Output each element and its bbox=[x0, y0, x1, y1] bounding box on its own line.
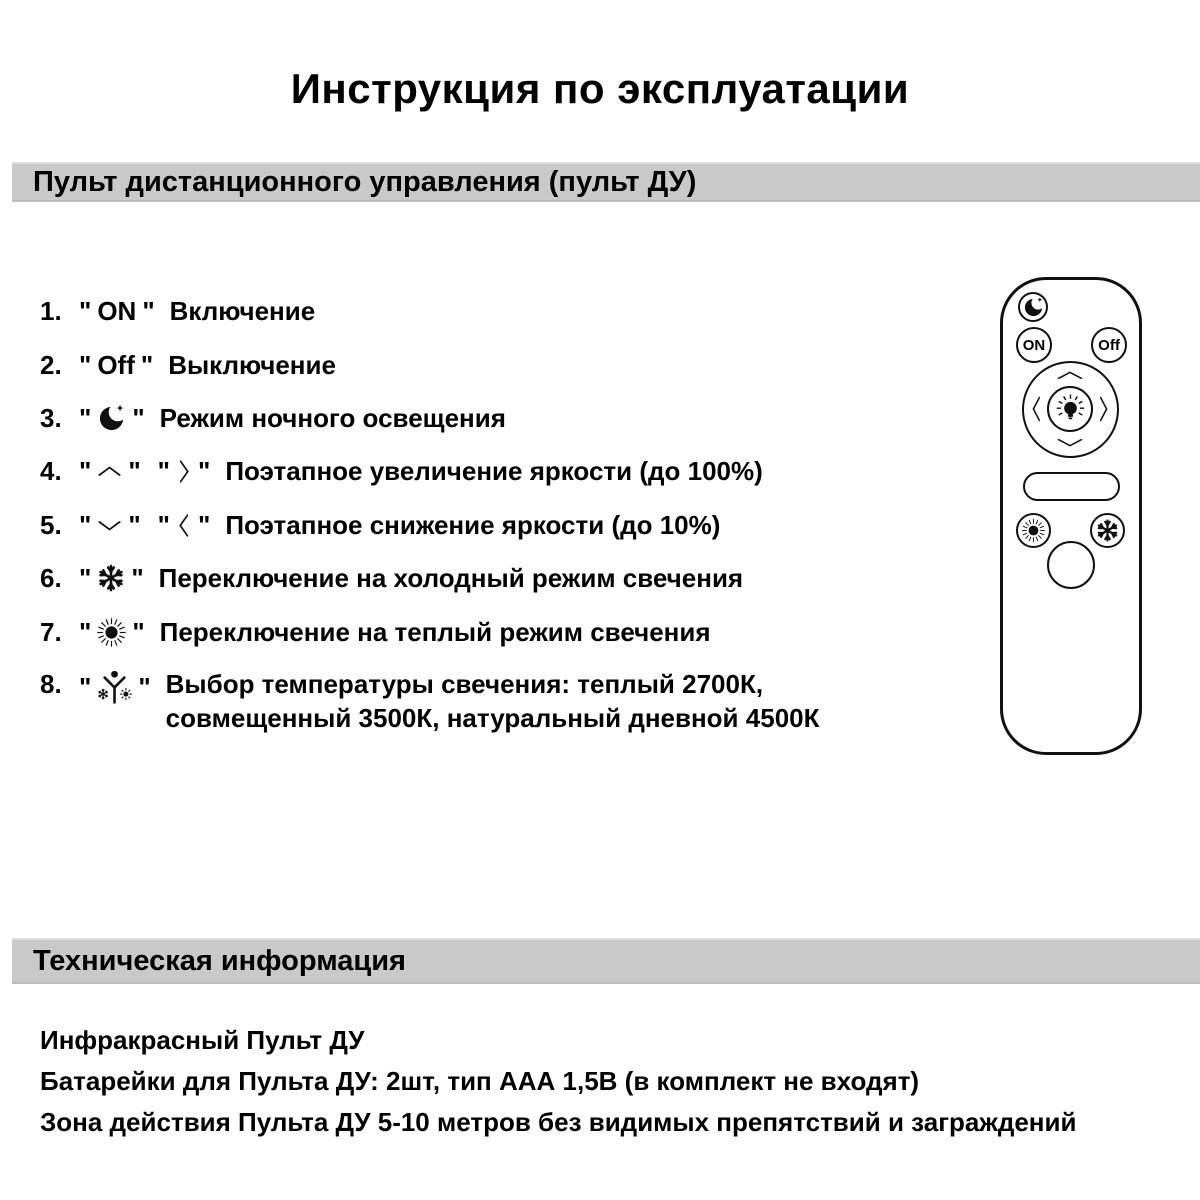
dpad-up-arrow-icon bbox=[1055, 368, 1085, 383]
remote-control-illustration bbox=[1000, 277, 1142, 755]
dpad-down-arrow-icon bbox=[1055, 435, 1085, 450]
item-description bbox=[166, 667, 820, 735]
moon-icon bbox=[96, 403, 127, 434]
item-number: 5. bbox=[40, 510, 62, 540]
tech-line-2: Батарейки для Пульта ДУ: 2шт, тип ААА 1,5В (в комплект не входят) bbox=[40, 1066, 920, 1096]
quote-mark: " bbox=[79, 403, 92, 433]
symbol-group bbox=[74, 294, 160, 328]
item-description bbox=[160, 401, 506, 435]
quote-mark: " bbox=[157, 510, 170, 540]
instruction-item-4 bbox=[40, 454, 763, 488]
instruction-item-1 bbox=[40, 294, 315, 328]
symbol-group bbox=[153, 508, 216, 542]
snowflake-icon bbox=[96, 563, 126, 593]
item-description bbox=[225, 508, 720, 542]
symbol-group bbox=[74, 561, 149, 595]
item-description-line-1: Поэтапное увеличение яркости (до 100%) bbox=[225, 456, 763, 486]
button-label-symbol: Off bbox=[97, 350, 135, 380]
remote-warm-mode-button bbox=[1016, 513, 1051, 548]
item-number: 1. bbox=[40, 296, 62, 326]
quote-mark: " bbox=[128, 510, 141, 540]
chevron-right-icon bbox=[175, 458, 193, 485]
dpad-left-arrow-icon bbox=[1029, 394, 1044, 424]
symbol-group bbox=[74, 348, 158, 382]
remote-off-button bbox=[1091, 327, 1127, 363]
symbol-group bbox=[74, 667, 156, 706]
item-description-line-1: Выключение bbox=[168, 350, 336, 380]
item-description bbox=[170, 294, 316, 328]
section-header-tech bbox=[12, 938, 1200, 984]
symbol-group bbox=[74, 401, 150, 435]
symbol-group bbox=[153, 454, 216, 488]
sun-icon bbox=[1021, 518, 1046, 543]
quote-mark: " bbox=[79, 671, 92, 702]
item-description bbox=[159, 561, 743, 595]
quote-mark: " bbox=[142, 296, 155, 326]
quote-mark: " bbox=[197, 510, 211, 540]
instruction-item-3 bbox=[40, 401, 506, 435]
quote-mark: " bbox=[79, 350, 92, 380]
quote-mark: " bbox=[128, 456, 141, 486]
remote-off-label: Off bbox=[1098, 336, 1120, 354]
symbol-group bbox=[74, 454, 146, 488]
button-label-symbol: ON bbox=[97, 296, 137, 326]
item-description bbox=[168, 348, 336, 382]
tech-line-1: Инфракрасный Пульт ДУ bbox=[40, 1025, 365, 1055]
quote-mark: " bbox=[140, 350, 154, 380]
item-description-line-1: Включение bbox=[169, 296, 316, 326]
remote-wide-button bbox=[1023, 472, 1120, 501]
quote-mark: " bbox=[131, 563, 144, 593]
quote-mark: " bbox=[79, 296, 92, 326]
instruction-item-5 bbox=[40, 508, 720, 542]
moon-icon bbox=[1022, 296, 1045, 319]
quote-mark: " bbox=[132, 403, 145, 433]
quote-mark: " bbox=[79, 456, 92, 486]
quote-mark: " bbox=[79, 563, 92, 593]
remote-round-button bbox=[1047, 541, 1095, 589]
color-temp-icon bbox=[96, 668, 133, 706]
remote-brightness-button bbox=[1047, 386, 1093, 432]
instruction-item-6 bbox=[40, 561, 743, 595]
quote-mark: " bbox=[138, 671, 151, 702]
quote-mark: " bbox=[197, 456, 211, 486]
quote-mark: " bbox=[79, 617, 92, 647]
instruction-item-2 bbox=[40, 348, 336, 382]
item-description-line-1: Поэтапное снижение яркости (до 10%) bbox=[225, 510, 721, 540]
remote-on-button bbox=[1016, 327, 1052, 363]
page-title: Инструкция по эксплуатации bbox=[290, 65, 910, 112]
item-description-line-1: Выбор температуры свечения: теплый 2700К, bbox=[165, 669, 764, 699]
item-number: 6. bbox=[40, 563, 62, 593]
item-description bbox=[160, 615, 711, 649]
quote-mark: " bbox=[157, 456, 170, 486]
snowflake-icon bbox=[1095, 518, 1120, 543]
remote-cold-mode-button bbox=[1090, 513, 1125, 548]
bulb-icon bbox=[1055, 394, 1086, 425]
item-description bbox=[225, 454, 762, 488]
item-description-line-1: Переключение на теплый режим свечения bbox=[159, 617, 711, 647]
section-header-tech-label: Техническая информация bbox=[33, 944, 406, 977]
item-number: 2. bbox=[40, 350, 62, 380]
item-description-line-1: Режим ночного освещения bbox=[159, 403, 506, 433]
symbol-group bbox=[74, 508, 146, 542]
dpad-right-arrow-icon bbox=[1096, 394, 1111, 424]
item-description-line-1: Переключение на холодный режим свечения bbox=[158, 563, 744, 593]
chevron-down-icon bbox=[96, 516, 123, 535]
tech-line-3: Зона действия Пульта ДУ 5-10 метров без видимых препятствий и заграждений bbox=[40, 1107, 1077, 1137]
tech-info bbox=[40, 1020, 1076, 1143]
instruction-item-8 bbox=[40, 667, 819, 735]
instruction-item-7 bbox=[40, 615, 711, 649]
remote-night-mode-button bbox=[1018, 292, 1048, 322]
quote-mark: " bbox=[79, 510, 92, 540]
section-header-remote-label: Пульт дистанционного управления (пульт ДУ) bbox=[33, 165, 697, 198]
sun-icon bbox=[96, 617, 127, 648]
item-number: 4. bbox=[40, 456, 62, 486]
remote-on-label: ON bbox=[1022, 336, 1046, 354]
item-number: 3. bbox=[40, 403, 62, 433]
chevron-up-icon bbox=[96, 462, 123, 481]
quote-mark: " bbox=[132, 617, 145, 647]
item-number: 8. bbox=[40, 669, 62, 699]
remote-dpad-ring bbox=[1022, 361, 1119, 458]
item-number: 7. bbox=[40, 617, 62, 647]
symbol-group bbox=[74, 615, 150, 649]
item-description-line-2: совмещенный 3500К, натуральный дневной 4500К bbox=[165, 703, 820, 733]
chevron-left-icon bbox=[175, 512, 193, 539]
